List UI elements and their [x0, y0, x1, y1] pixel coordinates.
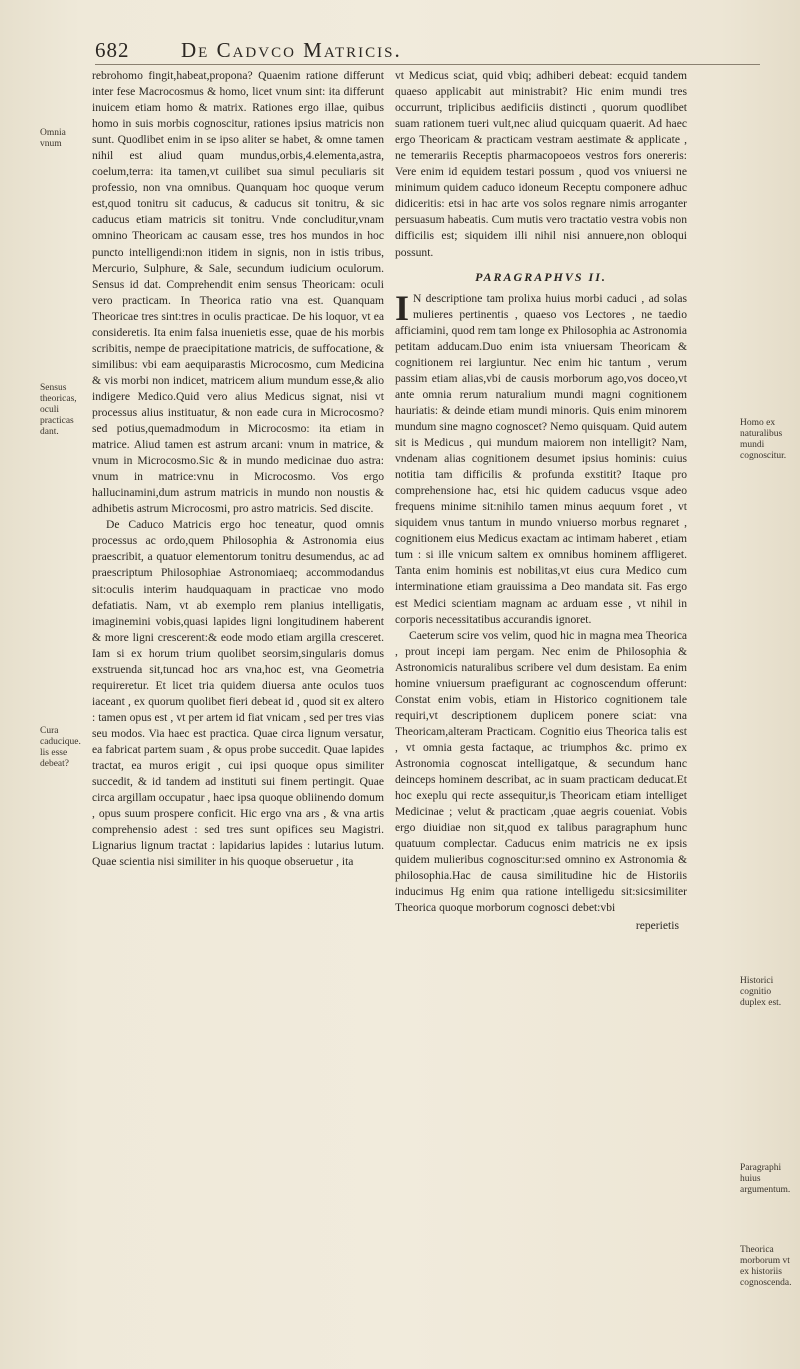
margin-note-left: Sensus theoricas, oculi practicas dant. [40, 383, 77, 437]
page-number: 682 [95, 38, 130, 62]
margin-note-left: Cura caducique. lis esse debeat? [40, 726, 81, 769]
catchword: reperietis [635, 919, 679, 933]
body-paragraph: rebrohomo fingit,habeat,propona? Quaenim ratione differunt inter fese Macrocosmus & homo, licet vnum sint: ita differunt inuicem etiam homo & matrix. Rationes ergo illae, quibus homo in suis morbis cognoscitur, rationes ipsius matricis non sunt. Quodlibet enim in se ipso aliter se habet, & omne tamen nihil est aliud quam mundus,orbis,4.elementa,astra, coelum,terra: ita tamen,vt cuilibet sua simul peculiaris sit professio, non vna omnibus. Quanquam hoc quoque verum est,quod tonitru sit caducus, & caducus sit tonitru, & sic caducus etiam matricis sit tonitru. Vnde concluditur,vnam omnino Theoricam ac causam esse, tres hos mundos in hoc puncto intelligendi:non itidem in signis, non in istis tribus, Mercurio, Sulphure, & Sale, secundum iudicium oculorum. Sensus id dat. Comprehendit enim sensus Theoricam: oculi vero practicam. In Theorica ratio vna est. Quanquam Theoricae tres sint:tres in oculis practicae. De his loquor, vt ea consideretis. Ita enim falsa inuenietis esse, quae de his morbis scribitis, nempe de praecipitatione matricis, de suffocatione, & similibus: vbi eam aequiparastis Microcosmo, cum Medicina & vis morbi non indicet, matricem alium mundum esse,& alio indigere Medico.Quid vero alius Medicus signat, nisi vt processus alius instituatur, & non eade cura in Microcosmo? sed potius,quemadmodum in Microcosmo: ita etiam in matrice. Aliud tamen est astrum arcani: vnum in matrice, & vnum in Microcosmo.Sic & in mundo medicinae duo astra: vnum in matrice:vnu in Microcosmo. Vos ergo hallucinamini,dum astrum matricis in mundo non noustis & adhibetis astrum Microcosmi, pro astro matricis. Sed discite. [92, 69, 384, 516]
body-paragraph: vt Medicus sciat, quid vbiq; adhiberi debeat: ecquid tandem quaeso applicabit aut ministrabit? Hic enim mundi tres occurrunt, triplicibus aedificiis distincti , quorum quodlibet suam rationem tueri vult,nec aliud quicquam quaerit. Ad haec ergo Theoricam & practicam vestram aestimate & applicate , ne temerariis Receptis pharmacopoeos vestros fors onereris: Vere enim id equidem testari possum , quod vos vniuersi ne minimum quidem caduco idoneum Receptu componere adhuc didiceritis: etsi in hac arte vos solos regnare nimis arroganter persuasum habeatis. Cum mutis vero tractatio vestra vobis non difficilis est; siquidem illi nihil nisi annuere,non obloqui possunt. [395, 69, 687, 259]
body-paragraph: De Caduco Matricis ergo hoc teneatur, quod omnis processus ac ordo,quem Philosophia & Astronomia eius praescribit, a quatuor elementorum tonitru desumendus, ac ad praescriptum Philosophiae Astronomiaeq; accommodandus sit:oculis interim haudquaquam in practicae vno modo defatiatis. Nam, vt ab exemplo rem planius intelligatis, imaginemini vobis,quasi lapides ligni longitudinem haberent & more ligni crescerent:& eode modo etiam argilla cresceret. Iam si ex horum trium quolibet seorsim,singularis domus exstruenda sit,tuncad hoc ars vna,hoc est, vna Geometria requireretur. Et licet tria quidem diuersa ante oculos tuos iaceant , ex quorum quolibet fieri debeat id , quod sit ex altero : tamen opus est , vt per artem id fiat vnicam , sed per tres vias seu modos. Via haec est practica. Quae circa lignum versatur, ea fabricat partem suam , & opus probe succedit. Quae lapides tractat, ea muros erigit , cui ipsi quoque opus similiter succedit, & id tandem ad instituti sui finem pertingit. Quae circa argillam occupatur , haec ipsa quoque obliinendo domum , opus suum prospere conficit. Hic ergo vna ars , & vna artis comprehensio adest : sed tres sunt opifices seu Magistri. Lignarius lignum tractat : lapidarius lapides : lutarius lutum. Quae scientia nisi similiter in his quoque obseruetur , ita [92, 518, 384, 869]
right-column [395, 68, 687, 1353]
margin-note-right: Paragraphi huius argumentum. [740, 1163, 791, 1195]
left-column [92, 68, 384, 1333]
body-paragraph [395, 287, 687, 628]
running-title: De Cadvco Matricis. [181, 38, 402, 62]
drop-capital: I [395, 287, 410, 328]
margin-note-right: Homo ex naturalibus mundi cognoscitur. [740, 418, 787, 461]
running-head [95, 30, 760, 65]
paragraph-text: N descriptione tam prolixa huius morbi caduci , ad solas mulieres pertinentis , quaeso vos Lectores , ne taedio afficiamini, quod rem tam longe ex Philosophia ac Astronomia petitam adducam.Duo enim ista vniuersam Theoricam & cognitionem rei largiuntur. Nec enim hic tantum , verum passim etiam alias,vbi de causis morborum ago,vos doceo,vt ante omnia rerum naturalium mundi magni cognitionem hauriatis: & deinde etiam mundi minoris. Quis enim minorem mundum sine magno cognoscet? Nemo quisquam. Quid autem sit is Medicus , qui mundum maiorem non intelligit? Nam, vndenam alias cognitionem desumet ipsius hominis: cuius notitia tam difficilis & profunda exstitit? Itaque pro comprehensione hac, etsi hic quidem caducus vsque adeo frequens minime sit:nihilo tamen minus aequum foret , vt siquidem vnus tantum in mundo vniuerso morbus regnaret , cognitionem eius Medicus exactam ac intimam haberet , etiam tum : si ille vnicum saltem ex omnibus hominem affligeret. Tanta enim hominis est nobilitas,vt eius cura Medico cum interminatione etiam grauissima a Deo mandata sit. Fas ergo est Medici scientiam magnam ac arduam esse , vt nihil in corporis necessitatibus accurandis ignoret. [395, 291, 687, 626]
margin-note-right: Historici cognitio duplex est. [740, 976, 782, 1008]
body-paragraph: Caeterum scire vos velim, quod hic in magna mea Theorica , prout incepi iam pergam. Nec enim de Philosophia & Astronomicis naturalibus scribere vel dum desistam. Ea enim homine vniuersum praefigurant ac cognoscendum offerunt: Constat enim vobis, etiam in Historico cognitionem tale requiri,vt descriptionem duplicem ponere sciat: vna Theoricam,alteram Practicam. Cognitio eius Theorica talis est , vt omnia gesta factaque, ac triumphos &c. primo ex Astronomia cognoscat intelligatque, & secundum hanc deinceps hominem describat, ac in suam practicam deducat.Et hoc exeplu qui recte assequitur,is Theoricam etiam intelliget Medicinae ; velut & practicam ,quae aegris coueniat. Vobis ergo diuidiae non sit,quod ex talibus paragraphum hunc quatuum complectar. Caducus enim matricis ne ex ipsis quidem mulieribus cognoscitur:sed omnino ex Astronomia & philosophia.Hac de causa similitudine hic de Historiis inducimus Hg enim qua ratione intelligedu sit:sicsimiliter Theorica quoque morborum cognosci debet:vbi [395, 628, 687, 915]
margin-note-right: Theorica morborum vt ex historiis cognoscenda. [740, 1245, 792, 1288]
section-heading: PARAGRAPHVS II. [475, 269, 607, 284]
margin-note-left: Omnia vnum [40, 128, 66, 149]
